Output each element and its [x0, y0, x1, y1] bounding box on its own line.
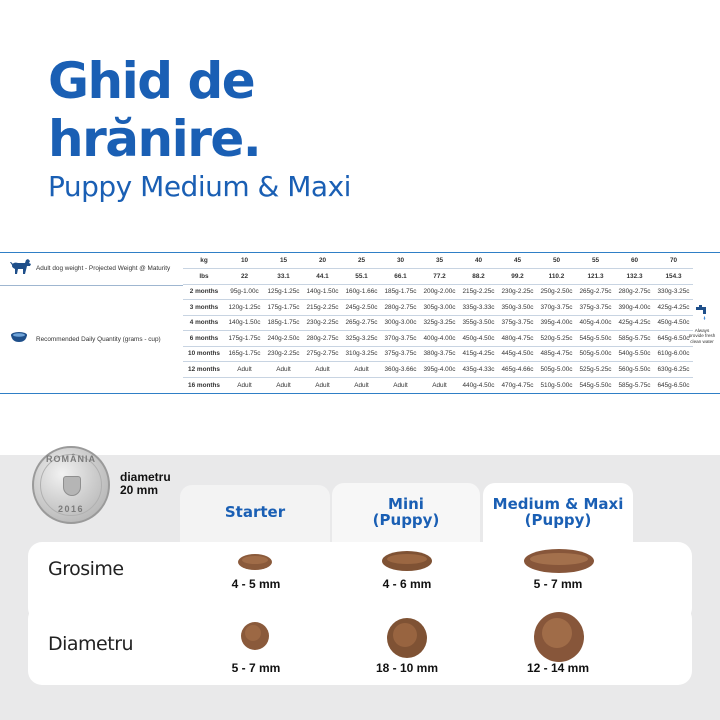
coin-year-text: 2016 [57, 504, 85, 514]
quantity-cell: 230g-2.25c [498, 284, 537, 300]
kg-cell: 15 [279, 257, 288, 264]
quantity-cell: 525g-5.25c [576, 362, 615, 378]
tab-maxi-sublabel: (Puppy) [524, 511, 592, 529]
quantity-cell: 375g-3.75c [498, 315, 537, 331]
age-cell: 10 months [183, 346, 225, 362]
age-cell: 12 months [183, 362, 225, 378]
quantity-cell: 140g-1.50c [303, 284, 342, 300]
lbs-cell: 154.3 [654, 269, 693, 285]
quantity-cell: 450g-4.50c [654, 315, 693, 331]
quantity-cell: 245g-2.50c [342, 300, 381, 316]
lbs-cell: 88.2 [459, 269, 498, 285]
quantity-cell: Adult [225, 362, 264, 378]
lbs-cell: 55.1 [342, 269, 381, 285]
tab-starter-label: Starter [224, 503, 286, 521]
age-cell: 16 months [183, 377, 225, 393]
quantity-cell: 120g-1.25c [225, 300, 264, 316]
quantity-cell: Adult [264, 377, 303, 393]
age-cell: 3 months [183, 300, 225, 316]
quantity-cell: 415g-4.25c [459, 346, 498, 362]
quantity-cell: 355g-3.50c [459, 315, 498, 331]
quantity-cell: Adult [303, 377, 342, 393]
quantity-cell: 200g-2.00c [420, 284, 459, 300]
quantity-cell: Adult [342, 377, 381, 393]
quantity-cell: 125g-1.25c [264, 284, 303, 300]
coat-of-arms-icon [63, 476, 81, 496]
table-row [183, 331, 693, 347]
quantity-cell: 275g-2.75c [303, 346, 342, 362]
quantity-cell: Adult [381, 377, 420, 393]
kibble-maxi-thickness [522, 546, 596, 576]
quantity-cell: 395g-4.00c [420, 362, 459, 378]
lbs-cell: 44.1 [303, 269, 342, 285]
quantity-cell: 215g-2.25c [459, 284, 498, 300]
quantity-cell: 485g-4.75c [537, 346, 576, 362]
lbs-cell: 132.3 [615, 269, 654, 285]
quantity-cell: 610g-6.00c [654, 346, 693, 362]
quantity-cell: 465g-4.66c [498, 362, 537, 378]
water-note-text: Always provide fresh clean water [688, 328, 716, 344]
tab-mini-sublabel: (Puppy) [372, 511, 440, 529]
quantity-cell: 300g-3.00c [381, 315, 420, 331]
quantity-cell: Adult [420, 377, 459, 393]
quantity-cell: 375g-3.75c [576, 300, 615, 316]
diametru-maxi-value: 12 - 14 mm [526, 661, 590, 675]
quantity-cell: 335g-3.33c [459, 300, 498, 316]
lbs-cell: 110.2 [537, 269, 576, 285]
age-cell: 4 months [183, 315, 225, 331]
quantity-cell: 510g-5.00c [537, 377, 576, 393]
quantity-cell: 175g-1.75c [264, 300, 303, 316]
quantity-cell: 585g-5.75c [615, 377, 654, 393]
diametru-mini-value: 18 - 10 mm [375, 661, 439, 675]
quantity-cell: 395g-4.00c [537, 315, 576, 331]
page-subtitle: Puppy Medium & Maxi [48, 170, 351, 203]
coin-diameter-label [120, 471, 171, 497]
coin-label-line-1: diametru [120, 470, 171, 484]
quantity-cell: 470g-4.75c [498, 377, 537, 393]
coin-label-line-2: 20 mm [120, 483, 159, 497]
quantity-label: Recommended Daily Quantity (grams - cup) [36, 336, 161, 343]
kibble-mini-thickness [380, 548, 434, 574]
quantity-cell: 440g-4.50c [459, 377, 498, 393]
quantity-cell: 380g-3.75c [420, 346, 459, 362]
quantity-cell: 140g-1.50c [225, 315, 264, 331]
coin-country-text: ROMÂNIA [46, 454, 96, 464]
quantity-cell: 445g-4.50c [498, 346, 537, 362]
left-divider [0, 285, 183, 286]
quantity-cell: Adult [225, 377, 264, 393]
kg-cell: 20 [318, 257, 327, 264]
lbs-cell: 121.3 [576, 269, 615, 285]
quantity-cell: 185g-1.75c [264, 315, 303, 331]
lbs-cell: 33.1 [264, 269, 303, 285]
lbs-cell: 66.1 [381, 269, 420, 285]
quantity-cell: 560g-5.50c [615, 362, 654, 378]
table-row [183, 377, 693, 393]
lbs-cell: 22 [225, 269, 264, 285]
weight-label: Adult dog weight - Projected Weight @ Maturity [36, 265, 171, 272]
feeding-grid [183, 253, 693, 393]
quantity-cell: 165g-1.75c [225, 346, 264, 362]
quantity-cell: 280g-2.75c [615, 284, 654, 300]
quantity-cell: 630g-6.25c [654, 362, 693, 378]
age-cell: 2 months [183, 284, 225, 300]
food-bowl-icon [10, 330, 28, 348]
quantity-cell: 505g-5.00c [537, 362, 576, 378]
dog-icon [10, 257, 32, 280]
quantity-cell: 360g-3.66c [381, 362, 420, 378]
quantity-cell: Adult [264, 362, 303, 378]
feeding-table [0, 252, 720, 394]
quantity-cell: 545g-5.50c [576, 331, 615, 347]
kibble-maxi-diameter [533, 611, 585, 663]
quantity-cell: 95g-1.00c [225, 284, 264, 300]
lbs-label: lbs [183, 269, 225, 285]
water-faucet-icon [695, 305, 709, 321]
quantity-cell: 425g-4.25c [654, 300, 693, 316]
quantity-cell: 240g-2.50c [264, 331, 303, 347]
quantity-cell: 400g-4.00c [420, 331, 459, 347]
quantity-cell: 310g-3.25c [342, 346, 381, 362]
quantity-cell: 265g-2.75c [342, 315, 381, 331]
diametru-label: Diametru [48, 633, 134, 655]
lbs-cell: 77.2 [420, 269, 459, 285]
quantity-cell: 185g-1.75c [381, 284, 420, 300]
quantity-cell: 325g-3.25c [342, 331, 381, 347]
tab-maxi-label: Medium & Maxi [492, 495, 624, 513]
grosime-maxi-value: 5 - 7 mm [533, 577, 583, 591]
quantity-cell: Adult [342, 362, 381, 378]
kg-cell: 10 [240, 257, 249, 264]
quantity-cell: 280g-2.75c [381, 300, 420, 316]
quantity-cell: 390g-4.00c [615, 300, 654, 316]
table-row [183, 362, 693, 378]
water-note [688, 305, 716, 344]
quantity-cell: 280g-2.75c [303, 331, 342, 347]
quantity-cell: 230g-2.25c [264, 346, 303, 362]
grosime-label: Grosime [48, 558, 124, 580]
quantity-cell: 375g-3.75c [381, 346, 420, 362]
quantity-cell: 330g-3.25c [654, 284, 693, 300]
table-row [183, 284, 693, 300]
kg-label: kg [200, 257, 208, 264]
kg-cell: 50 [552, 257, 561, 264]
age-cell: 6 months [183, 331, 225, 347]
page-title-line-1: Ghid de [48, 52, 255, 110]
quantity-cell: 175g-1.75c [225, 331, 264, 347]
kg-cell: 35 [435, 257, 444, 264]
table-row [183, 315, 693, 331]
quantity-cell: 305g-3.00c [420, 300, 459, 316]
grosime-starter-value: 4 - 5 mm [231, 577, 281, 591]
quantity-cell: 585g-5.75c [615, 331, 654, 347]
tab-mini-label: Mini [388, 495, 424, 513]
quantity-cell: 370g-3.75c [537, 300, 576, 316]
kg-cell: 70 [669, 257, 678, 264]
lbs-row [183, 269, 693, 285]
title-block [48, 52, 351, 204]
kg-cell: 60 [630, 257, 639, 264]
quantity-cell: Adult [303, 362, 342, 378]
quantity-cell: 505g-5.00c [576, 346, 615, 362]
diametru-row [28, 605, 692, 685]
quantity-cell: 230g-2.25c [303, 315, 342, 331]
kg-row [183, 253, 693, 269]
quantity-cell: 645g-6.50c [654, 377, 693, 393]
quantity-cell: 450g-4.50c [459, 331, 498, 347]
table-row [183, 300, 693, 316]
kg-cell: 30 [396, 257, 405, 264]
lbs-cell: 99.2 [498, 269, 537, 285]
table-row [183, 346, 693, 362]
quantity-cell: 545g-5.50c [576, 377, 615, 393]
quantity-cell: 480g-4.75c [498, 331, 537, 347]
coin-image [32, 446, 110, 524]
quantity-cell: 520g-5.25c [537, 331, 576, 347]
quantity-cell: 370g-3.75c [381, 331, 420, 347]
quantity-cell: 215g-2.25c [303, 300, 342, 316]
quantity-cell: 425g-4.25c [615, 315, 654, 331]
quantity-cell: 540g-5.50c [615, 346, 654, 362]
kg-cell: 25 [357, 257, 366, 264]
kg-cell: 55 [591, 257, 600, 264]
quantity-cell: 325g-3.25c [420, 315, 459, 331]
kibble-mini-diameter [386, 617, 428, 659]
quantity-cell: 645g-6.50c [654, 331, 693, 347]
quantity-cell: 250g-2.50c [537, 284, 576, 300]
page-title-line-2: hrănire. [48, 110, 261, 168]
quantity-cell: 405g-4.00c [576, 315, 615, 331]
grosime-mini-value: 4 - 6 mm [382, 577, 432, 591]
kg-cell: 40 [474, 257, 483, 264]
quantity-cell: 350g-3.50c [498, 300, 537, 316]
kibble-starter-diameter [240, 621, 270, 651]
diametru-starter-value: 5 - 7 mm [231, 661, 281, 675]
quantity-cell: 435g-4.33c [459, 362, 498, 378]
quantity-cell: 160g-1.66c [342, 284, 381, 300]
quantity-cell: 265g-2.75c [576, 284, 615, 300]
kg-cell: 45 [513, 257, 522, 264]
kibble-starter-thickness [236, 552, 274, 572]
